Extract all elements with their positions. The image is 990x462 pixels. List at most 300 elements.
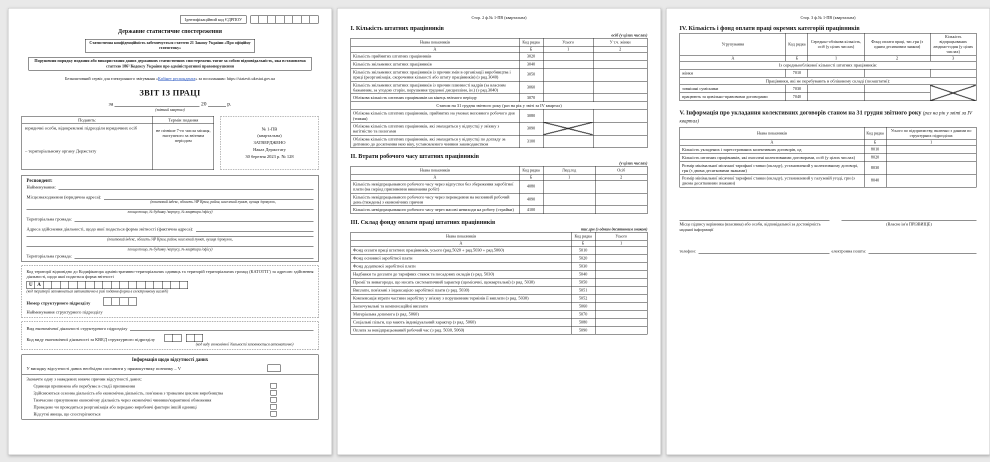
row-label: Розмір мінімальної місячної тарифної ставки (окладу), установлений у галузевій угоді, грн (з двома десятковими знаками): [680, 174, 864, 187]
year-blank[interactable]: [208, 101, 226, 107]
table-row: [351, 294, 648, 302]
row-code: 5030: [571, 262, 595, 270]
who-body: юридичні особи, відокремлені підрозділи юридичних осіб: [25, 125, 138, 131]
categories-head: [680, 33, 977, 61]
confidentiality-box: Статистична конфіденційність забезпечується статтею 21 Закону України «Про офіційну статистику»: [85, 39, 255, 52]
code-box[interactable]: [186, 334, 195, 342]
row-code: 7040: [786, 93, 808, 101]
code-box[interactable]: [120, 297, 129, 305]
approval-box: [221, 116, 319, 170]
value-cell[interactable]: [543, 193, 595, 206]
no-data-title: Інформація щодо відсутності даних: [131, 357, 209, 363]
column-header: Код рядка: [519, 38, 543, 46]
katottg-box: [22, 265, 319, 318]
page-2-header: Стор. 2 ф.№ 1-ПВ (квартальна): [471, 15, 527, 20]
no-data-checkbox[interactable]: [268, 365, 281, 373]
row-label: Надбавки та доплати до тарифних ставок та посадових окладів (з ряд. 5030): [351, 270, 571, 278]
column-header: Назва показників: [351, 232, 571, 240]
code-box[interactable]: [171, 281, 180, 289]
no-data-mark-row: [27, 365, 314, 373]
reason-row: [27, 383, 314, 389]
column-header: Код рядка: [519, 166, 543, 174]
value-cell[interactable]: [543, 180, 595, 193]
table-subheader-row: [680, 61, 977, 69]
losses-body: [351, 180, 648, 214]
name-label: Найменування:: [26, 184, 56, 190]
kved-auto-note: (код виду економічної діяльності заповнюється автоматично): [195, 341, 294, 347]
form-number: № 1-ПВ: [261, 126, 278, 132]
name-line[interactable]: [842, 219, 977, 220]
column-header-row: [351, 38, 648, 46]
value-cell[interactable]: [593, 109, 647, 122]
respondent-box: [22, 175, 319, 262]
form-page-3: [666, 8, 990, 455]
r-label: р.: [227, 101, 232, 108]
address-hint: (поштовий індекс, область /АР Крим, район, населений пункт, вулиця /провулок,: [150, 199, 276, 205]
table-row: [680, 154, 977, 162]
row-code: 5052: [571, 294, 595, 302]
value-cell[interactable]: [595, 193, 647, 206]
column-code: А: [351, 240, 571, 246]
column-code: 3: [930, 55, 976, 61]
column-header-row: [351, 166, 648, 174]
value-cell[interactable]: [593, 81, 647, 94]
column-code: 2: [595, 174, 647, 180]
table-row: [351, 278, 648, 286]
value-cell[interactable]: [593, 122, 647, 135]
code-box[interactable]: [120, 281, 129, 289]
row-code: 5020: [571, 254, 595, 262]
kved-code-row: [27, 334, 314, 342]
actual-address-label: Адреса здійснення діяльності, щодо якої подається форма звітності (фактична адреса):: [26, 226, 194, 232]
table-row: [351, 302, 648, 310]
column-header: Усього: [595, 232, 647, 240]
row-label: Кількість звільнених штатних працівників: [351, 60, 519, 68]
code-box[interactable]: [103, 297, 112, 305]
page-3-header: Стор. 3 ф.№ 1-ПВ (квартальна): [800, 15, 856, 20]
contracts-table: [680, 127, 977, 187]
activity-input-line[interactable]: [130, 325, 314, 331]
submission-header-row: [22, 116, 214, 124]
value-cell[interactable]: [543, 68, 593, 81]
value-cell[interactable]: [595, 318, 647, 326]
column-code: 1: [543, 46, 593, 52]
service-suffix: » за посиланням: https://statzvit.ukrstat.gov.ua: [195, 76, 276, 82]
column-header: Фонд оплати праці, тис.грн (з одним десятковим знаком): [864, 33, 930, 55]
value-cell[interactable]: [595, 302, 647, 310]
row-code: 5010: [571, 246, 595, 254]
name-hint: (Власне ім'я ПРІЗВИЩЕ): [886, 221, 932, 227]
form-periodicity: (квартальна): [257, 133, 282, 139]
signature-line[interactable]: [680, 219, 830, 220]
row-label: Компенсація втрати частини заробітку у зв'язку з порушенням термінів її виплати (з ряд. 5030): [351, 294, 571, 302]
name-input-line[interactable]: [58, 184, 313, 190]
row-code: 4090: [519, 193, 543, 206]
year-label: 20: [200, 101, 207, 108]
unit-name-label: Найменування структурного підрозділу: [26, 309, 103, 315]
time-losses-table: [351, 166, 648, 214]
row-code: 5051: [571, 286, 595, 294]
value-cell[interactable]: [593, 52, 647, 60]
submission-table: [22, 116, 215, 170]
fund-body: [351, 246, 648, 334]
row-label: Облікова кількість штатних працівників на кінець звітного періоду: [351, 94, 519, 102]
row-label: Кількість невідпрацьованого робочого часу через переведення на неповний робочий день (тиждень) з економічних причин: [351, 193, 519, 206]
table-row: [351, 326, 648, 334]
row-label: Кількість звільнених штатних працівників із причин змін в організації виробництва і праці (реорганізація, скорочення кількості або штату працівників) (з ряд.3040): [351, 68, 519, 81]
table-row: [351, 52, 648, 60]
section-3-title: ІІІ. Склад фонду оплати праці штатних працівників: [350, 218, 496, 226]
report-period-line: [22, 101, 319, 107]
legal-address-label: Місцезнаходження (юридична адреса):: [26, 194, 102, 200]
violation-box: Порушення порядку подання або використання даних державних статистичних спостережень тягне за собою відповідальність, яка встановлена статтею 186³ Кодексу України про адміністративні правопорушення: [29, 57, 312, 71]
code-box[interactable]: [111, 297, 120, 305]
prefilled-code-box: A: [35, 281, 44, 289]
column-code: А: [351, 46, 519, 52]
value-cell[interactable]: [595, 180, 647, 193]
value-cell[interactable]: [543, 81, 593, 94]
quarter-blank[interactable]: [115, 101, 200, 107]
column-code: Б: [571, 240, 595, 246]
code-box[interactable]: [146, 281, 155, 289]
row-label: Облікова кількість штатних працівників, які знаходяться у відпустці у зв'язку з вагітністю та пологами: [351, 122, 519, 135]
table-row: [351, 68, 648, 81]
row-label: Кількість прийнятих штатних працівників: [351, 52, 519, 60]
code-box[interactable]: [103, 281, 112, 289]
table-row: [351, 109, 648, 122]
reason-checkbox[interactable]: [271, 404, 277, 410]
table-row: [680, 85, 977, 93]
value-cell[interactable]: [886, 146, 976, 154]
email-label: електронна пошта:: [831, 248, 867, 254]
row-code: 5070: [571, 310, 595, 318]
row-label: Заохочувальні та компенсаційні виплати: [351, 302, 571, 310]
row-label: Оплата за невідпрацьований робочий час (з ряд. 5030, 5060): [351, 326, 571, 334]
column-code: Б: [519, 46, 543, 52]
row-code: 8010: [864, 146, 886, 154]
section-4-title: IV. Кількість і фонд оплати праці окремих категорій працівників: [679, 24, 860, 32]
code-box[interactable]: [112, 281, 121, 289]
column-code: 1: [543, 174, 595, 180]
table-row: [680, 69, 977, 77]
code-box[interactable]: [95, 281, 104, 289]
row-code: 8020: [864, 154, 886, 162]
value-cell[interactable]: [595, 326, 647, 334]
code-box[interactable]: [163, 281, 172, 289]
code-box[interactable]: [293, 16, 302, 24]
term-header: Термін подання: [153, 116, 214, 124]
section-1-title: І. Кількість штатних працівників: [350, 24, 444, 32]
code-box[interactable]: [251, 16, 260, 24]
table-subheader-row: [351, 102, 648, 110]
signature-row: [680, 219, 977, 232]
column-code: А: [680, 55, 786, 61]
katottg-code-row: [27, 281, 314, 289]
value-cell[interactable]: [593, 60, 647, 68]
who-header: Подають:: [22, 116, 153, 124]
approval-order: Наказ Держстату: [253, 147, 286, 153]
column-code: 1: [808, 55, 864, 61]
row-code: 5080: [571, 318, 595, 326]
table-subheader-row: [680, 77, 977, 85]
subheader-cell: Станом на 31 грудня звітного року (раз на рік у звіті за IV квартал): [351, 102, 648, 110]
reason-text: Одиниця припинена або перебуває в стадії припинення: [33, 383, 135, 389]
edrpou-code-boxes[interactable]: [251, 16, 319, 24]
column-header: У т.ч. жінки: [593, 38, 647, 46]
reason-row: [27, 390, 314, 396]
phone-label: телефон:: [679, 248, 696, 254]
row-code: 3100: [519, 135, 543, 148]
actual-address-row: [27, 225, 314, 231]
code-box[interactable]: [194, 334, 203, 342]
term-cell: не пізніше 7-го числа місяця, наступного за звітним періодом: [153, 124, 214, 170]
row-label: Облікова кількість штатних працівників, прийнятих на умовах неповного робочого дня (тижня): [351, 109, 519, 122]
value-cell[interactable]: [543, 206, 595, 214]
code-box[interactable]: [44, 281, 53, 289]
signature-block: [680, 219, 977, 253]
approved-label: ЗАТВЕРДЖЕНО: [253, 140, 286, 146]
reason-checkbox[interactable]: [271, 397, 277, 403]
code-box[interactable]: [180, 281, 189, 289]
code-box[interactable]: [268, 16, 277, 24]
address-hint: площа тощо, № будинку /корпусу, № квартири /офісу): [127, 209, 213, 215]
community-input-line-2[interactable]: [74, 252, 313, 258]
code-box[interactable]: [128, 297, 137, 305]
value-cell[interactable]: [886, 162, 976, 175]
form-page-1: [8, 8, 332, 455]
wage-fund-table: [351, 232, 648, 335]
reason-text: Здійснюються сезонна діяльність або економічна діяльність, пов'язана з тривалим циклом виробництва: [33, 390, 224, 396]
table-row: [351, 246, 648, 254]
value-cell[interactable]: [543, 109, 593, 122]
table-row: [351, 193, 648, 206]
value-cell[interactable]: [595, 262, 647, 270]
crossed-cell: [543, 122, 593, 135]
section-2-title: ІІ. Втрати робочого часу штатних працівників: [350, 152, 480, 160]
row-label: Облікова кількість штатних працівників, які знаходяться у відпустці по догляду за дитиною до досягнення нею віку, установленого чинним законодавством: [351, 135, 519, 148]
row-label: Кількість укладених і зареєстрованих колективних договорів, од: [680, 146, 864, 154]
code-box[interactable]: [154, 281, 163, 289]
reasons-intro: Зазначте одну з наведених нижче причин відсутності даних:: [26, 376, 143, 382]
code-box[interactable]: [137, 281, 146, 289]
row-code: 7030: [786, 85, 808, 93]
prefilled-code-box: U: [27, 281, 36, 289]
row-label: Соціальні пільги, що мають індивідуальний характер (з ряд. 5060): [351, 318, 571, 326]
column-header-row: [680, 127, 977, 139]
row-code: 3090: [519, 122, 543, 135]
address-hint: площа тощо, № будинку /корпусу, № квартири /офісу): [127, 246, 213, 252]
code-box[interactable]: [173, 334, 182, 342]
code-box[interactable]: [129, 281, 138, 289]
table-row: [351, 122, 648, 135]
code-box[interactable]: [259, 16, 268, 24]
value-cell[interactable]: [595, 270, 647, 278]
who-cell: [22, 124, 153, 170]
reason-text: Тимчасово призупинено економічну діяльність через економічні чинники/карантинні обмеження: [33, 397, 212, 403]
value-cell[interactable]: [593, 135, 647, 148]
reason-checkbox[interactable]: [271, 383, 277, 389]
column-code: 1: [595, 240, 647, 246]
value-cell[interactable]: [595, 294, 647, 302]
staff-count-table: [351, 38, 648, 148]
table-row: [351, 310, 648, 318]
row-label: Кількість штатних працівників, які охоплені колективними договорами, осіб (у цілих числах): [680, 154, 864, 162]
table-row: [351, 262, 648, 270]
katottg-auto-note: (код території заповнюється автоматично в разі подання форми в електронному вигляді): [26, 288, 169, 294]
value-cell[interactable]: [595, 254, 647, 262]
activity-label: Вид економічної діяльності структурного підрозділу: [26, 325, 128, 331]
column-header: Назва показників: [351, 166, 519, 174]
edrpou-block: [22, 16, 319, 24]
community-row-2: [27, 252, 314, 258]
contact-row: [680, 248, 977, 254]
community-row: [27, 215, 314, 221]
signature-left: [680, 219, 830, 232]
unit-number-row: [27, 297, 314, 305]
katottg-text: Код території відповідно до Кодифікатора адміністративно-територіальних одиниць та територій територіальних громад (КАТОТТГ) за адресою здійснення діяльності, щодо якої подається форма звітності: [26, 268, 314, 279]
value-cell[interactable]: [595, 286, 647, 294]
section-3-unit-note: тис.грн (з одним десятковим знаком): [580, 227, 648, 232]
no-data-mark-text: У випадку відсутності даних необхідно поставити у прямокутнику позначку – V: [26, 365, 182, 371]
value-cell[interactable]: [808, 85, 864, 93]
email-input-line[interactable]: [869, 248, 977, 254]
row-code: 5040: [571, 270, 595, 278]
report-title: ЗВІТ ІЗ ПРАЦІ: [139, 88, 201, 98]
unit-number-boxes[interactable]: [103, 297, 137, 305]
table-row: [351, 286, 648, 294]
value-cell[interactable]: [886, 154, 976, 162]
column-header: Назва показників: [680, 127, 864, 139]
row-label: Премії та винагороди, що носять систематичний характер (щомісячні, щоквартальні) (з ряд. 5030): [351, 278, 571, 286]
column-code: 1: [886, 140, 976, 146]
reason-checkbox[interactable]: [271, 411, 277, 417]
value-cell[interactable]: [543, 135, 593, 148]
row-code: 3070: [519, 94, 543, 102]
row-label: Матеріальна допомога (з ряд. 5060): [351, 310, 571, 318]
unit-number-label: Номер структурного підрозділу: [26, 300, 91, 306]
value-cell[interactable]: [930, 69, 976, 77]
categories-body: [680, 61, 977, 100]
activity-row: [27, 325, 314, 331]
row-label: Кількість звільнених штатних працівників із причин плинності кадрів (за власним бажанням, за угодою сторін, порушення трудової дисципліни, ін.) (з ряд.3040): [351, 81, 519, 94]
respondent-title: Респондент:: [26, 178, 53, 184]
column-code: Б: [519, 174, 543, 180]
subheader-cell: Із середньооблікової кількості штатних працівників:: [680, 61, 977, 69]
reason-text: Проведено чи проводиться реорганізація або передано виробничі фактори іншій одиниці: [33, 404, 197, 410]
table-row: [680, 174, 977, 187]
survey-title: Державне статистичне спостереження: [118, 27, 222, 35]
value-cell[interactable]: [808, 69, 864, 77]
column-header-row: [680, 33, 977, 55]
value-cell[interactable]: [595, 310, 647, 318]
signature-hint: Місце підпису керівника (власника) або особи, відповідальної за достовірність наданої інформації: [679, 221, 821, 232]
value-cell[interactable]: [808, 93, 864, 101]
row-code: 4080: [519, 180, 543, 193]
section-5-title-text: V. Інформація про укладання колективних договорів станом на 31 грудня звітного року: [679, 109, 922, 117]
table-row: [351, 81, 648, 94]
contracts-head: [680, 127, 977, 145]
submission-body-row: [22, 124, 214, 170]
community-input-line[interactable]: [74, 215, 313, 221]
service-prefix: Безкоштовний сервіс для електронного звітування «: [64, 76, 158, 82]
section-5-title-note: (раз на рік у звіті за IV квартал): [679, 110, 973, 124]
value-cell[interactable]: [595, 278, 647, 286]
code-box[interactable]: [302, 16, 311, 24]
column-header: Угрупування: [680, 33, 786, 55]
table-row: [351, 94, 648, 102]
subheader-cell: Працівники, які не перебувають в обліковому складі (позаштатні):: [680, 77, 977, 85]
code-box[interactable]: [276, 16, 285, 24]
value-cell[interactable]: [543, 52, 593, 60]
reason-checkbox[interactable]: [271, 390, 277, 396]
who-footer: – територіальному органу Держстату: [25, 148, 97, 154]
row-label: Фонд основної заробітної плати: [351, 254, 571, 262]
table-row: [680, 162, 977, 175]
code-box[interactable]: [310, 16, 319, 24]
categories-table: [680, 33, 977, 101]
row-code: 3060: [519, 81, 543, 94]
code-box[interactable]: [285, 16, 294, 24]
katottg-code-boxes[interactable]: [27, 281, 189, 289]
phone-row: [680, 248, 830, 254]
column-code: А: [680, 140, 864, 146]
form-page-2: [337, 8, 661, 455]
value-cell[interactable]: [595, 206, 647, 214]
code-box[interactable]: [78, 281, 87, 289]
row-label: Фонд додаткової заробітної плати: [351, 262, 571, 270]
value-cell[interactable]: [595, 246, 647, 254]
value-cell[interactable]: [543, 94, 593, 102]
community-label: Територіальна громада:: [26, 253, 72, 259]
approval-date: 30 березня 2023 р. № 128: [245, 154, 294, 160]
value-cell[interactable]: [864, 93, 930, 101]
row-label: Фонд оплати праці штатних працівників, усього (ряд.5020 + ряд.5030 + ряд.5060): [351, 246, 571, 254]
row-label: Кількість невідпрацьованого робочого часу через відпустки без збереження заробітної плати (на період припинення виконання робіт): [351, 180, 519, 193]
value-cell[interactable]: [593, 68, 647, 81]
code-box[interactable]: [52, 281, 61, 289]
column-header: Код рядка: [571, 232, 595, 240]
submission-block: [22, 116, 319, 170]
no-data-box: [22, 355, 319, 420]
column-header: Назва показників: [351, 38, 519, 46]
column-code: А: [351, 174, 519, 180]
respondent-cabinet-link[interactable]: Кабінет респондента: [157, 76, 196, 82]
kved-code-boxes[interactable]: [164, 334, 203, 342]
value-cell[interactable]: [886, 174, 976, 187]
code-box[interactable]: [69, 281, 78, 289]
actual-address-input-line[interactable]: [196, 225, 314, 231]
value-cell[interactable]: [543, 60, 593, 68]
phone-input-line[interactable]: [698, 248, 829, 254]
row-code: 4100: [519, 206, 543, 214]
value-cell[interactable]: [593, 94, 647, 102]
code-box[interactable]: [164, 334, 173, 342]
column-header: Осіб: [595, 166, 647, 174]
section-1-unit-note: осіб (у цілих числах): [611, 33, 648, 38]
contracts-body: [680, 146, 977, 188]
value-cell[interactable]: [864, 85, 930, 93]
code-box[interactable]: [61, 281, 70, 289]
value-cell[interactable]: [864, 69, 930, 77]
column-code: Б: [864, 140, 886, 146]
row-code: 3050: [519, 68, 543, 81]
reason-row: [27, 411, 314, 417]
row-code: 8030: [864, 162, 886, 175]
column-header: Кількість відпрацьованих людино-годин (у цілих числах): [930, 33, 976, 55]
row-code: 5060: [571, 302, 595, 310]
code-box[interactable]: [86, 281, 95, 289]
table-row: [351, 180, 648, 193]
